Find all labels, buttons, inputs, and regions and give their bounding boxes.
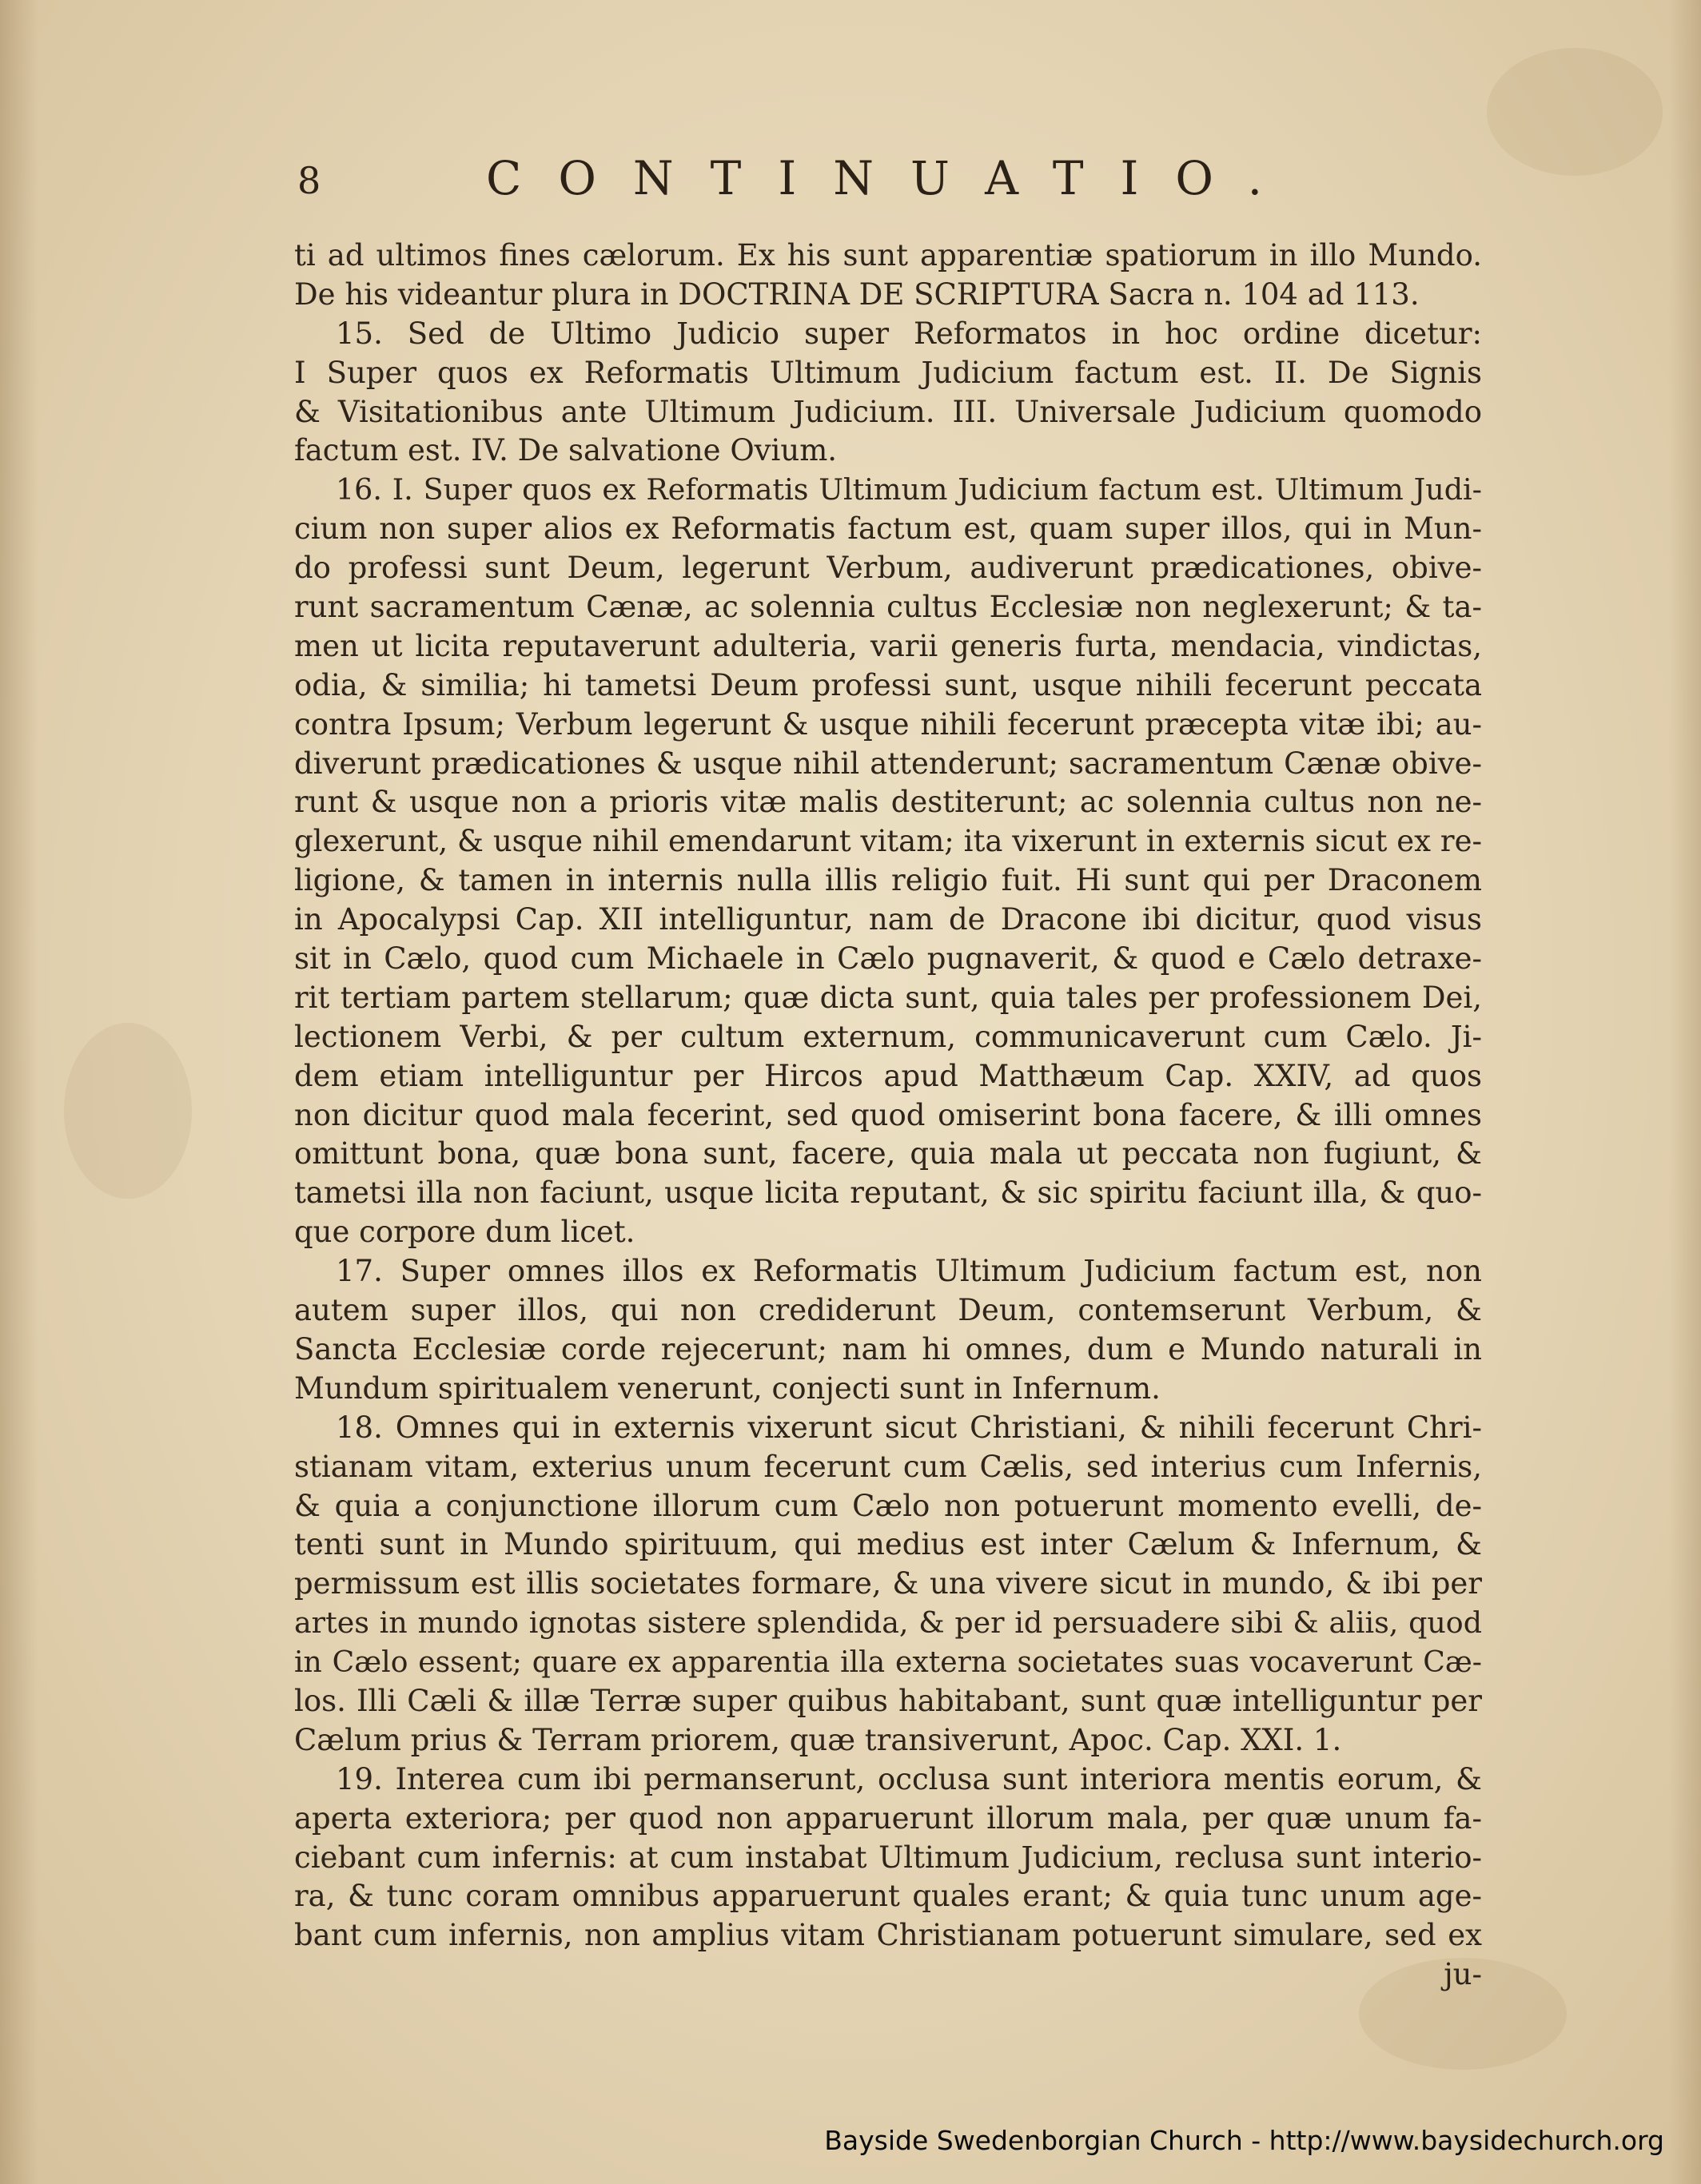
text-line: I Super quos ex Reformatis Ultimum Judicium factum est. II. De Signis [294, 355, 1482, 390]
text-line: odia, & similia; hi tametsi Deum professi sunt, usque nihili fecerunt peccata [294, 667, 1482, 702]
text-line: do professi sunt Deum, legerunt Verbum, audiverunt prædicationes, obive- [294, 551, 1482, 586]
body-text [294, 237, 1482, 1995]
text-line: 18. Omnes qui in externis vixerunt sicut Christiani, & nihili fecerunt Chri- [336, 1410, 1482, 1445]
text-line: bant cum infernis, non amplius vitam Christianam potuerunt simulare, sed ex [294, 1918, 1482, 1953]
paper-stain [64, 1023, 192, 1199]
text-line: permissum est illis societates formare, & una vivere sicut in mundo, & ibi per [294, 1566, 1482, 1601]
text-line: factum est. IV. De salvatione Ovium. [294, 433, 838, 468]
text-line: tenti sunt in Mundo spirituum, qui medius est inter Cælum & Infernum, & [294, 1527, 1482, 1562]
text-line: runt sacramentum Cænæ, ac solennia cultus Ecclesiæ non neglexerunt; & ta- [294, 590, 1482, 625]
text-line: Sancta Ecclesiæ corde rejecerunt; nam hi omnes, dum e Mundo naturali in [294, 1331, 1482, 1366]
text-line: in Apocalypsi Cap. XII intelliguntur, nam de Dracone ibi dicitur, quod visus [294, 902, 1482, 937]
text-line: cium non super alios ex Reformatis factum est, quam super illos, qui in Mun- [294, 511, 1482, 547]
page-number: 8 [297, 159, 321, 202]
text-line: 15. Sed de Ultimo Judicio super Reformatos in hoc ordine dicetur: [336, 316, 1482, 351]
text-line: glexerunt, & usque nihil emendarunt vitam; ita vixerunt in externis sicut ex re- [294, 824, 1482, 859]
text-line: que corpore dum licet. [294, 1215, 635, 1250]
text-line: sit in Cælo, quod cum Michaele in Cælo pugnaverit, & quod e Cælo detraxe- [294, 941, 1482, 977]
text-line: non dicitur quod mala fecerint, sed quod omiserint bona facere, & illi omnes [294, 1097, 1482, 1132]
text-line: ra, & tunc coram omnibus apparuerunt quales erant; & quia tunc unum age- [294, 1879, 1482, 1914]
text-line: 16. I. Super quos ex Reformatis Ultimum Judicium factum est. Ultimum Judi- [336, 472, 1482, 507]
text-line: rit tertiam partem stellarum; quæ dicta sunt, quia tales per professionem Dei, [294, 980, 1482, 1015]
text-line: aperta exteriora; per quod non apparuerunt illorum mala, per quæ unum fa- [294, 1800, 1482, 1836]
watermark: Bayside Swedenborgian Church - http://www.baysidechurch.org [824, 2125, 1664, 2156]
paper-stain [1487, 48, 1663, 176]
text-line: autem super illos, qui non crediderunt Deum, contemserunt Verbum, & [294, 1293, 1482, 1328]
catchword: ju- [1444, 1957, 1482, 1992]
text-line: dem etiam intelliguntur per Hircos apud Matthæum Cap. XXIV, ad quos [294, 1058, 1482, 1093]
text-line: De his videantur plura in DOCTRINA DE SCRIPTURA Sacra n. 104 ad 113. [294, 276, 1420, 312]
text-line: men ut licita reputaverunt adulteria, varii generis furta, mendacia, vindictas, [294, 628, 1482, 663]
text-line: ligione, & tamen in internis nulla illis religio fuit. Hi sunt qui per Draconem [294, 863, 1482, 898]
text-line: ciebant cum infernis: at cum instabat Ultimum Judicium, reclusa sunt interio- [294, 1840, 1482, 1875]
text-line: 19. Interea cum ibi permanserunt, occlusa sunt interiora mentis eorum, & [336, 1761, 1482, 1796]
text-line: stianam vitam, exterius unum fecerunt cum Cælis, sed interius cum Infernis, [294, 1449, 1482, 1484]
text-line: artes in mundo ignotas sistere splendida, & per id persuadere sibi & aliis, quod [294, 1605, 1482, 1641]
running-head [297, 150, 1300, 211]
text-line: in Cælo essent; quare ex apparentia illa externa societates suas vocaverunt Cæ- [294, 1645, 1482, 1680]
text-line: tametsi illa non faciunt, usque licita reputant, & sic spiritu faciunt illa, & quo- [294, 1176, 1482, 1211]
text-line: Mundum spiritualem venerunt, conjecti sunt in Infernum. [294, 1370, 1161, 1406]
text-line: Cælum prius & Terram priorem, quæ transiverunt, Apoc. Cap. XXI. 1. [294, 1722, 1342, 1757]
text-line: runt & usque non a prioris vitæ malis destiterunt; ac solennia cultus non ne- [294, 785, 1482, 820]
text-line: omittunt bona, quæ bona sunt, facere, quia mala ut peccata non fugiunt, & [294, 1136, 1482, 1172]
text-line: diverunt prædicationes & usque nihil attenderunt; sacramentum Cænæ obive- [294, 746, 1482, 781]
text-line: 17. Super omnes illos ex Reformatis Ultimum Judicium factum est, non [336, 1254, 1482, 1289]
text-line: & Visitationibus ante Ultimum Judicium. III. Universale Judicium quomodo [294, 394, 1482, 429]
text-line: los. Illi Cæli & illæ Terræ super quibus habitabant, sunt quæ intelliguntur per [294, 1683, 1482, 1718]
text-line: ti ad ultimos fines cælorum. Ex his sunt apparentiæ spatiorum in illo Mundo. [294, 238, 1482, 273]
text-line: contra Ipsum; Verbum legerunt & usque nihili fecerunt præcepta vitæ ibi; au- [294, 706, 1482, 742]
running-title: CONTINUATIO. [486, 151, 1300, 205]
page-edge-shadow-right [1669, 0, 1701, 2184]
text-line: lectionem Verbi, & per cultum externum, communicaverunt cum Cælo. Ji- [294, 1019, 1482, 1054]
page-edge-shadow-left [0, 0, 38, 2184]
text-line: & quia a conjunctione illorum cum Cælo non potuerunt momento evelli, de- [294, 1488, 1482, 1523]
